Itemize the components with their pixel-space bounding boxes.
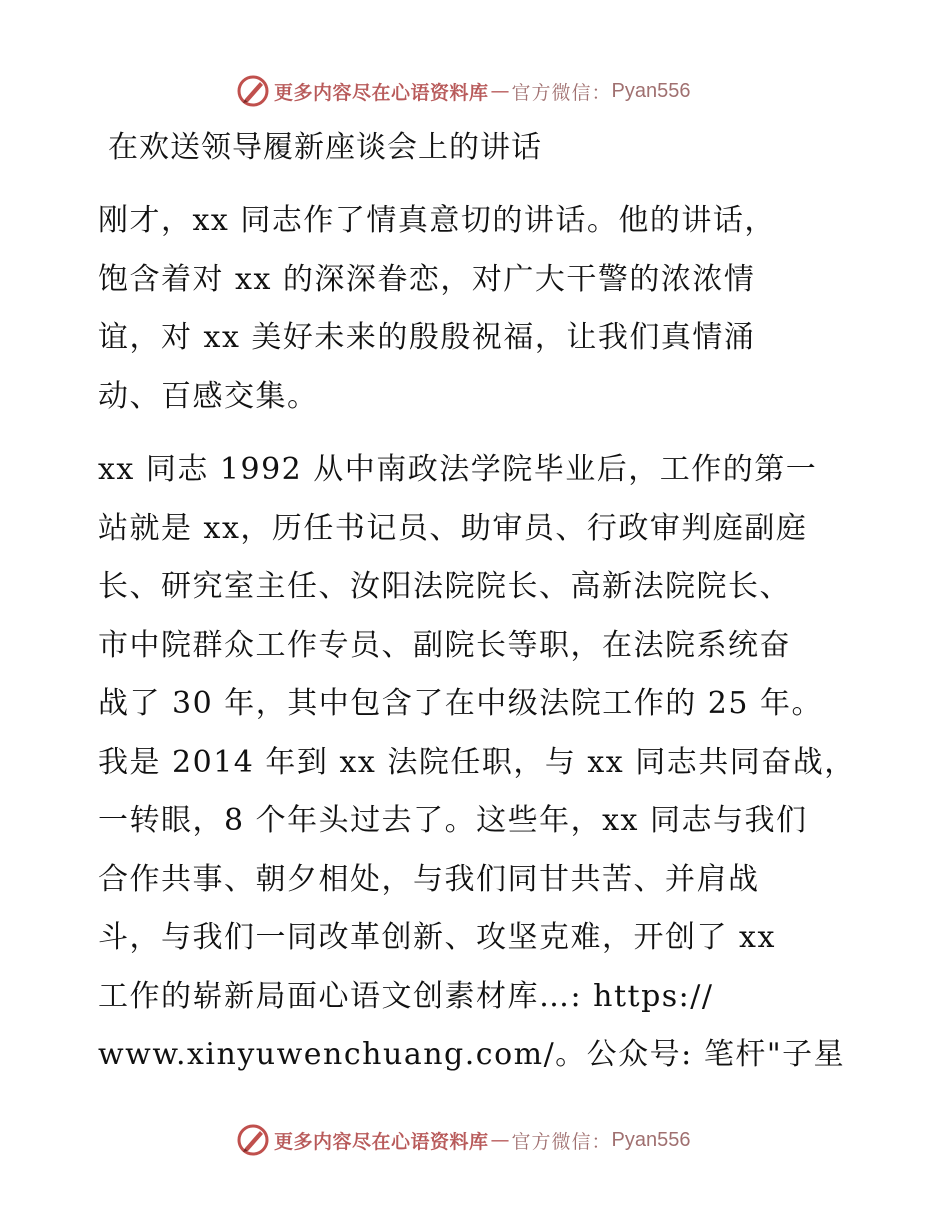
watermark-wechat-id: Pyan556 [611,1128,691,1151]
paragraph-line: 工作的崭新局面心语文创素材库…: https:// [98,978,714,1014]
paragraph-line: 合作共事、朝夕相处，与我们同甘共苦、并肩战 [98,861,760,897]
watermark-dash: — [490,1129,510,1151]
document-title: 在欢送领导履新座谈会上的讲话 [108,130,542,165]
paragraph-line: 长、研究室主任、汝阳法院院长、高新法院院长、 [98,569,791,604]
footer-watermark [236,1123,691,1157]
paragraph-line: 市中院群众工作专员、副院长等职，在法院系统奋 [98,627,791,663]
watermark-main-text: 更多内容尽在心语资料库 [274,1130,489,1153]
watermark-main-text: 更多内容尽在心语资料库 [274,81,489,104]
paragraph-line: 我是 2014 年到 xx 法院任职，与 xx 同志共同奋战， [98,744,856,780]
url-link-line: www.xinyuwenchuang.com/。公众号: 笔杆"子星 [98,1037,846,1072]
paragraph-line: 谊，对 xx 美好未来的殷殷祝福，让我们真情涌 [98,320,756,355]
header-watermark [236,74,691,108]
watermark-wechat-id: Pyan556 [611,79,691,102]
paragraph-line: 刚才，xx 同志作了情真意切的讲话。他的讲话， [98,203,776,238]
paragraph-line: 饱含着对 xx 的深深眷恋，对广大干警的浓浓情 [98,261,756,297]
watermark-sub-text: 官方微信： [511,1130,612,1153]
watermark-sub-text: 官方微信： [511,81,612,104]
paragraph-line: 动、百感交集。 [98,378,319,414]
paragraph-line: 一转眼，8 个年头过去了。这些年，xx 同志与我们 [98,803,808,838]
paragraph-line: xx 同志 1992 从中南政法学院毕业后，工作的第一 [98,452,818,487]
paragraph-1 [98,192,868,426]
pen-logo-icon [236,1123,270,1157]
paragraph-line: 战了 30 年，其中包含了在中级法院工作的 25 年。 [98,686,823,721]
paragraph-line: 站就是 xx，历任书记员、助审员、行政审判庭副庭 [98,510,808,546]
paragraph-line: 斗，与我们一同改革创新、攻坚克难，开创了 xx [98,920,776,955]
pen-logo-icon [236,74,270,108]
paragraph-2 [98,441,868,1085]
watermark-dash: — [490,80,510,102]
